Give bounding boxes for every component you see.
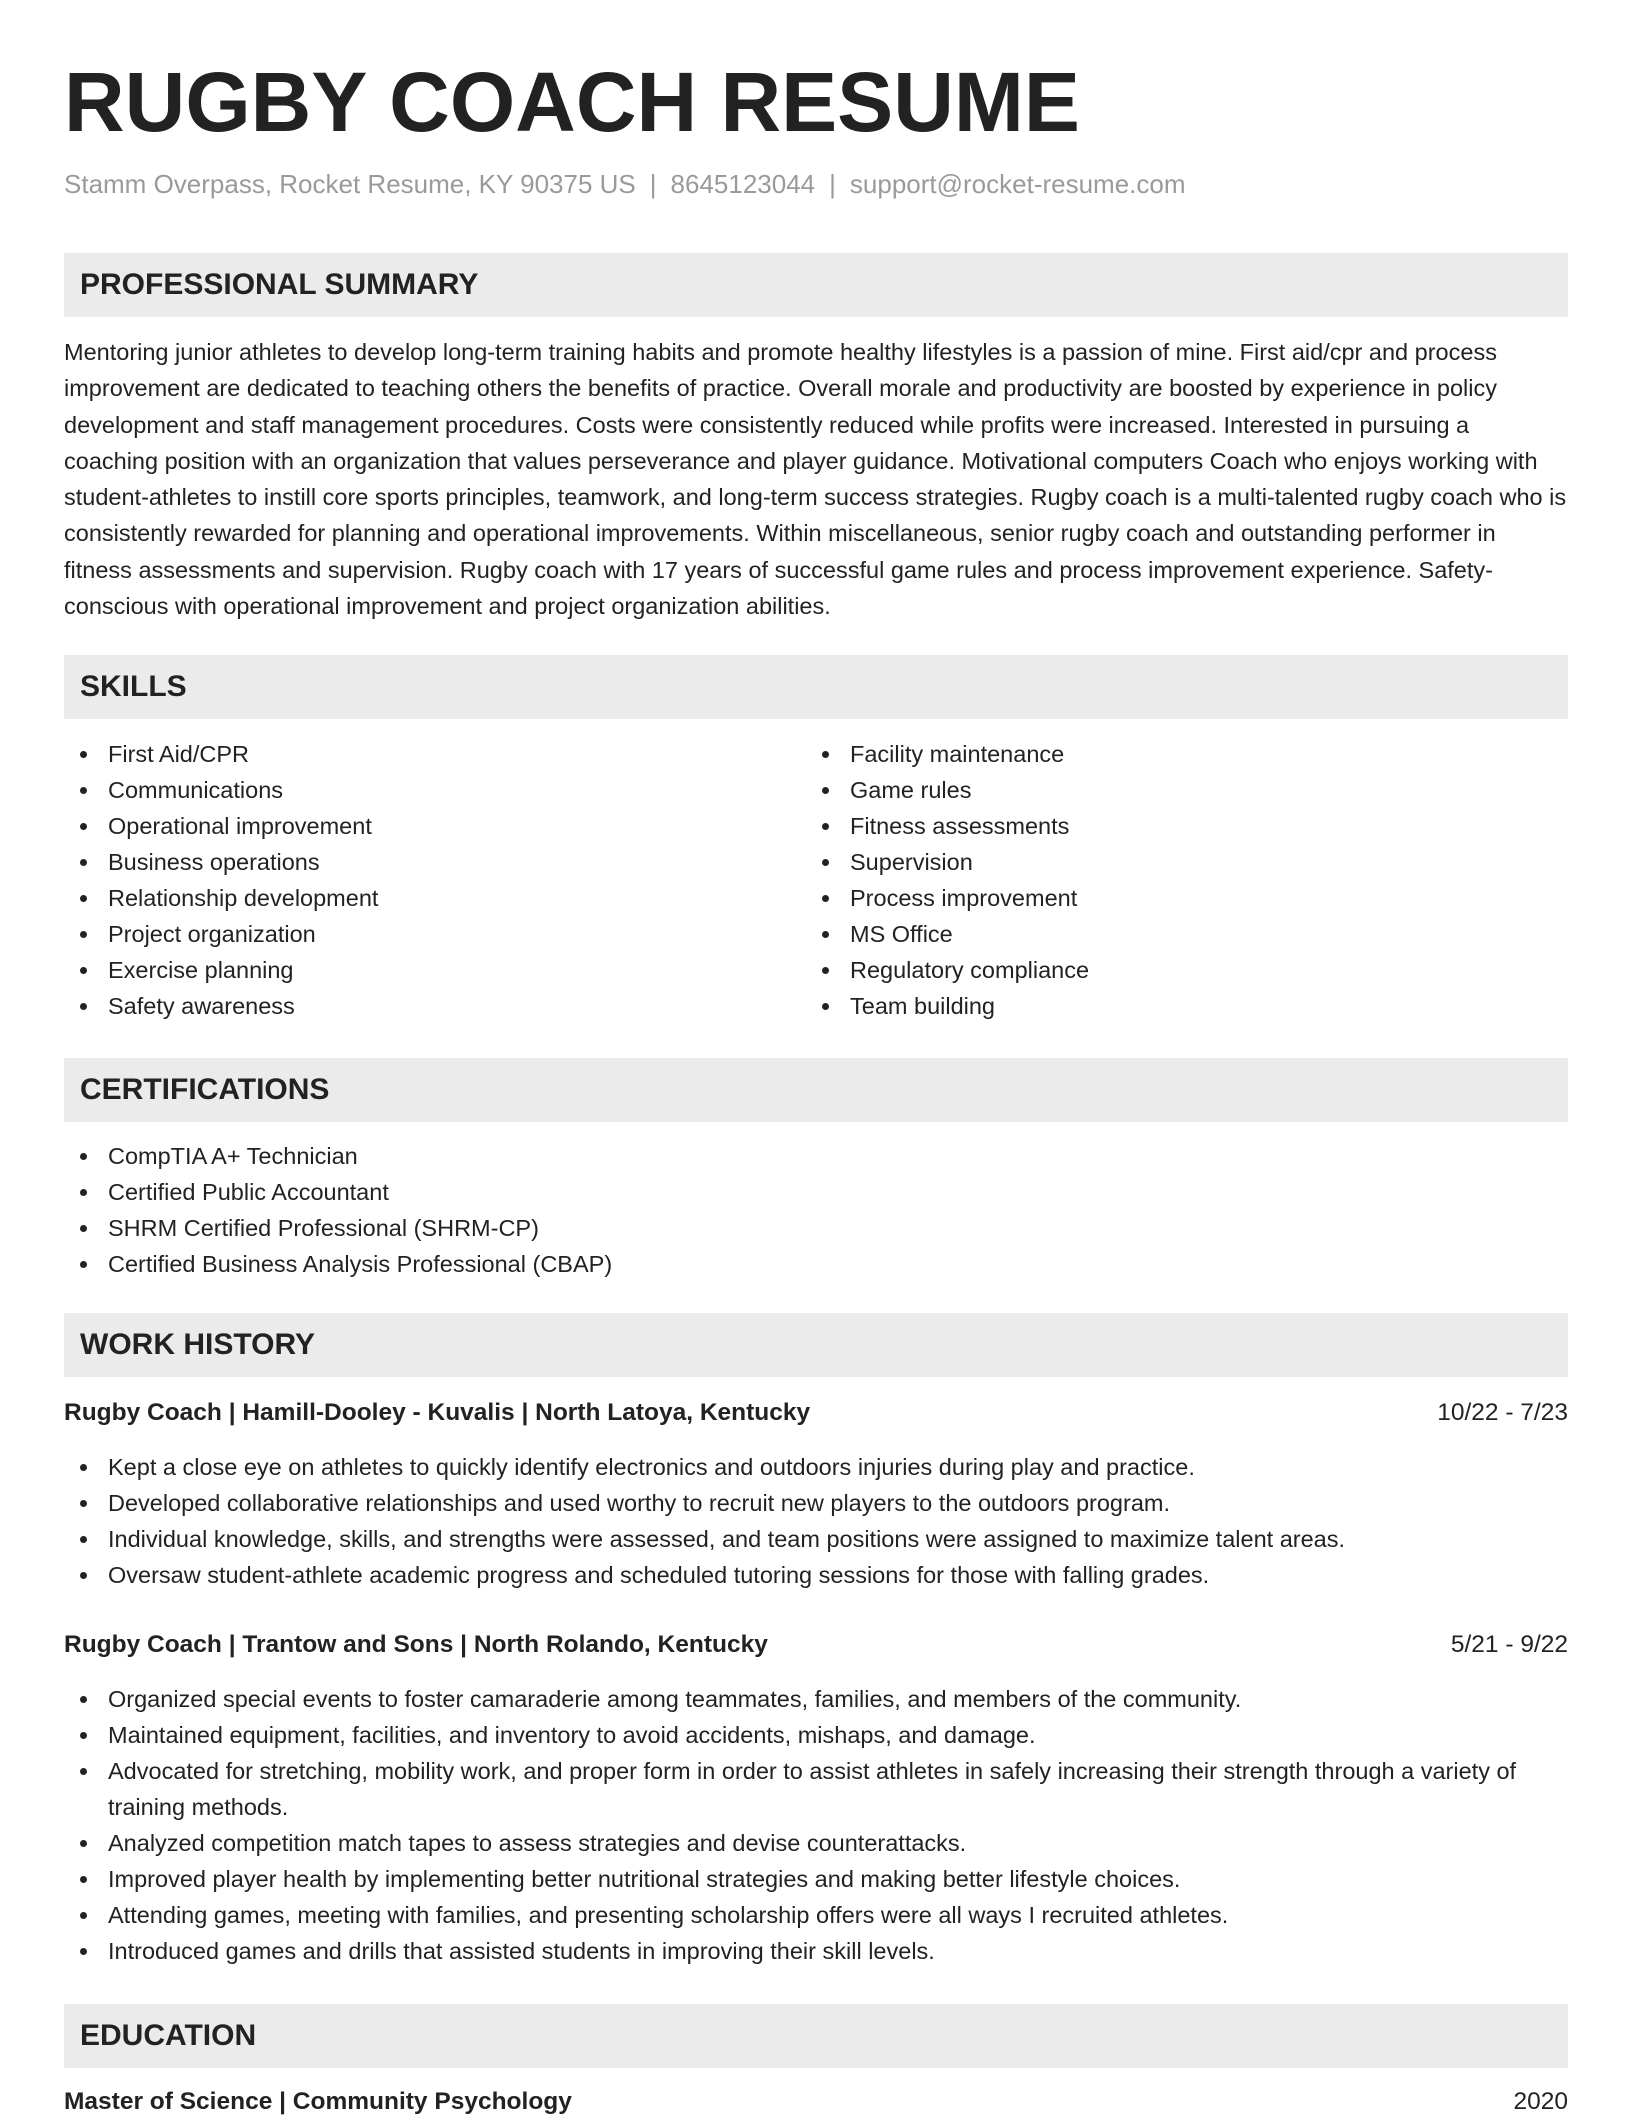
skills-heading: SKILLS bbox=[80, 670, 187, 703]
education-year: 2020 bbox=[1513, 2088, 1568, 2115]
contact-email: support@rocket-resume.com bbox=[849, 169, 1186, 199]
skill-item: Business operations bbox=[64, 844, 804, 880]
certification-item: SHRM Certified Professional (SHRM-CP) bbox=[64, 1210, 1568, 1246]
job-bullet: Individual knowledge, skills, and strengths were assessed, and team positions were assigned to maximize talent areas. bbox=[64, 1521, 1568, 1557]
certifications-heading: CERTIFICATIONS bbox=[80, 1073, 330, 1106]
resume-title: RUGBY COACH RESUME bbox=[64, 55, 1080, 149]
job-header bbox=[64, 1627, 1568, 1663]
education-section-header bbox=[64, 2004, 1568, 2068]
certification-item: CompTIA A+ Technician bbox=[64, 1138, 1568, 1174]
job-dates: 5/21 - 9/22 bbox=[1450, 1631, 1568, 1658]
skill-item: Regulatory compliance bbox=[806, 952, 1546, 988]
contact-separator: | bbox=[829, 169, 836, 199]
contact-separator: | bbox=[649, 169, 657, 199]
skill-item: Safety awareness bbox=[64, 988, 804, 1024]
skills-list-right bbox=[806, 736, 1546, 1024]
job-bullet: Introduced games and drills that assisted students in improving their skill levels. bbox=[64, 1933, 1544, 1969]
job-bullet: Oversaw student-athlete academic progress and scheduled tutoring sessions for those with falling grades. bbox=[64, 1557, 1568, 1593]
job-bullet: Analyzed competition match tapes to assess strategies and devise counterattacks. bbox=[64, 1825, 1544, 1861]
skill-item: Process improvement bbox=[806, 880, 1546, 916]
summary-section-header bbox=[64, 253, 1568, 317]
job-bullet: Kept a close eye on athletes to quickly identify electronics and outdoors injuries during play and practice. bbox=[64, 1449, 1568, 1485]
job-bullet: Maintained equipment, facilities, and inventory to avoid accidents, mishaps, and damage. bbox=[64, 1717, 1544, 1753]
contact-line bbox=[64, 166, 1186, 202]
education-heading: EDUCATION bbox=[80, 2019, 257, 2052]
education-entry bbox=[64, 2084, 1568, 2120]
certification-item: Certified Business Analysis Professional (CBAP) bbox=[64, 1246, 1568, 1282]
job-bullets bbox=[64, 1449, 1568, 1593]
job-title: Rugby Coach | Trantow and Sons | North Rolando, Kentucky bbox=[64, 1631, 768, 1658]
skills-list-left bbox=[64, 736, 804, 1024]
certifications-section-header bbox=[64, 1058, 1568, 1122]
job-title: Rugby Coach | Hamill-Dooley - Kuvalis | North Latoya, Kentucky bbox=[64, 1399, 811, 1426]
skill-item: MS Office bbox=[806, 916, 1546, 952]
skill-item: Team building bbox=[806, 988, 1546, 1024]
summary-heading: PROFESSIONAL SUMMARY bbox=[80, 268, 479, 301]
summary-text: Mentoring junior athletes to develop long-term training habits and promote healthy lifestyles is a passion of mine. First aid/cpr and process improvement are dedicated to teaching others the benefits of practice. Overall morale and productivity are boosted by experience in policy development and staff management procedures. Costs were consistently reduced while profits were increased. Interested in pursuing a coaching position with an organization that values perseverance and player guidance. Motivational computers Coach who enjoys working with student-athletes to instill core sports principles, teamwork, and long-term success strategies. Rugby coach is a multi-talented rugby coach who is consistently rewarded for planning and operational improvements. Within miscellaneous, senior rugby coach and outstanding performer in fitness assessments and supervision. Rugby coach with 17 years of successful game rules and process improvement experience. Safety-conscious with operational improvement and project organization abilities. bbox=[64, 339, 1567, 620]
job-bullet: Attending games, meeting with families, and presenting scholarship offers were all ways I recruited athletes. bbox=[64, 1897, 1544, 1933]
work-heading: WORK HISTORY bbox=[80, 1328, 316, 1361]
skill-item: Fitness assessments bbox=[806, 808, 1546, 844]
job-bullet: Improved player health by implementing better nutritional strategies and making better lifestyle choices. bbox=[64, 1861, 1544, 1897]
certifications-list bbox=[64, 1138, 1568, 1282]
job-bullet: Advocated for stretching, mobility work, and proper form in order to assist athletes in safely increasing their strength through a variety of training methods. bbox=[64, 1753, 1544, 1825]
certification-item: Certified Public Accountant bbox=[64, 1174, 1568, 1210]
education-degree: Master of Science | Community Psychology bbox=[64, 2088, 572, 2115]
skill-item: Communications bbox=[64, 772, 804, 808]
skill-item: Operational improvement bbox=[64, 808, 804, 844]
job-bullet: Organized special events to foster camaraderie among teammates, families, and members of the community. bbox=[64, 1681, 1544, 1717]
skill-item: Exercise planning bbox=[64, 952, 804, 988]
work-section-header bbox=[64, 1313, 1568, 1377]
skill-item: Facility maintenance bbox=[806, 736, 1546, 772]
skill-item: Supervision bbox=[806, 844, 1546, 880]
skill-item: Relationship development bbox=[64, 880, 804, 916]
job-dates: 10/22 - 7/23 bbox=[1437, 1399, 1568, 1426]
skill-item: Project organization bbox=[64, 916, 804, 952]
skill-item: First Aid/CPR bbox=[64, 736, 804, 772]
job-bullet: Developed collaborative relationships and used worthy to recruit new players to the outdoors program. bbox=[64, 1485, 1568, 1521]
job-header bbox=[64, 1395, 1568, 1431]
job-bullets bbox=[64, 1681, 1544, 1969]
contact-address: Stamm Overpass, Rocket Resume, KY 90375 US bbox=[64, 169, 636, 199]
contact-phone: 8645123044 bbox=[670, 169, 816, 199]
skill-item: Game rules bbox=[806, 772, 1546, 808]
skills-section-header bbox=[64, 655, 1568, 719]
